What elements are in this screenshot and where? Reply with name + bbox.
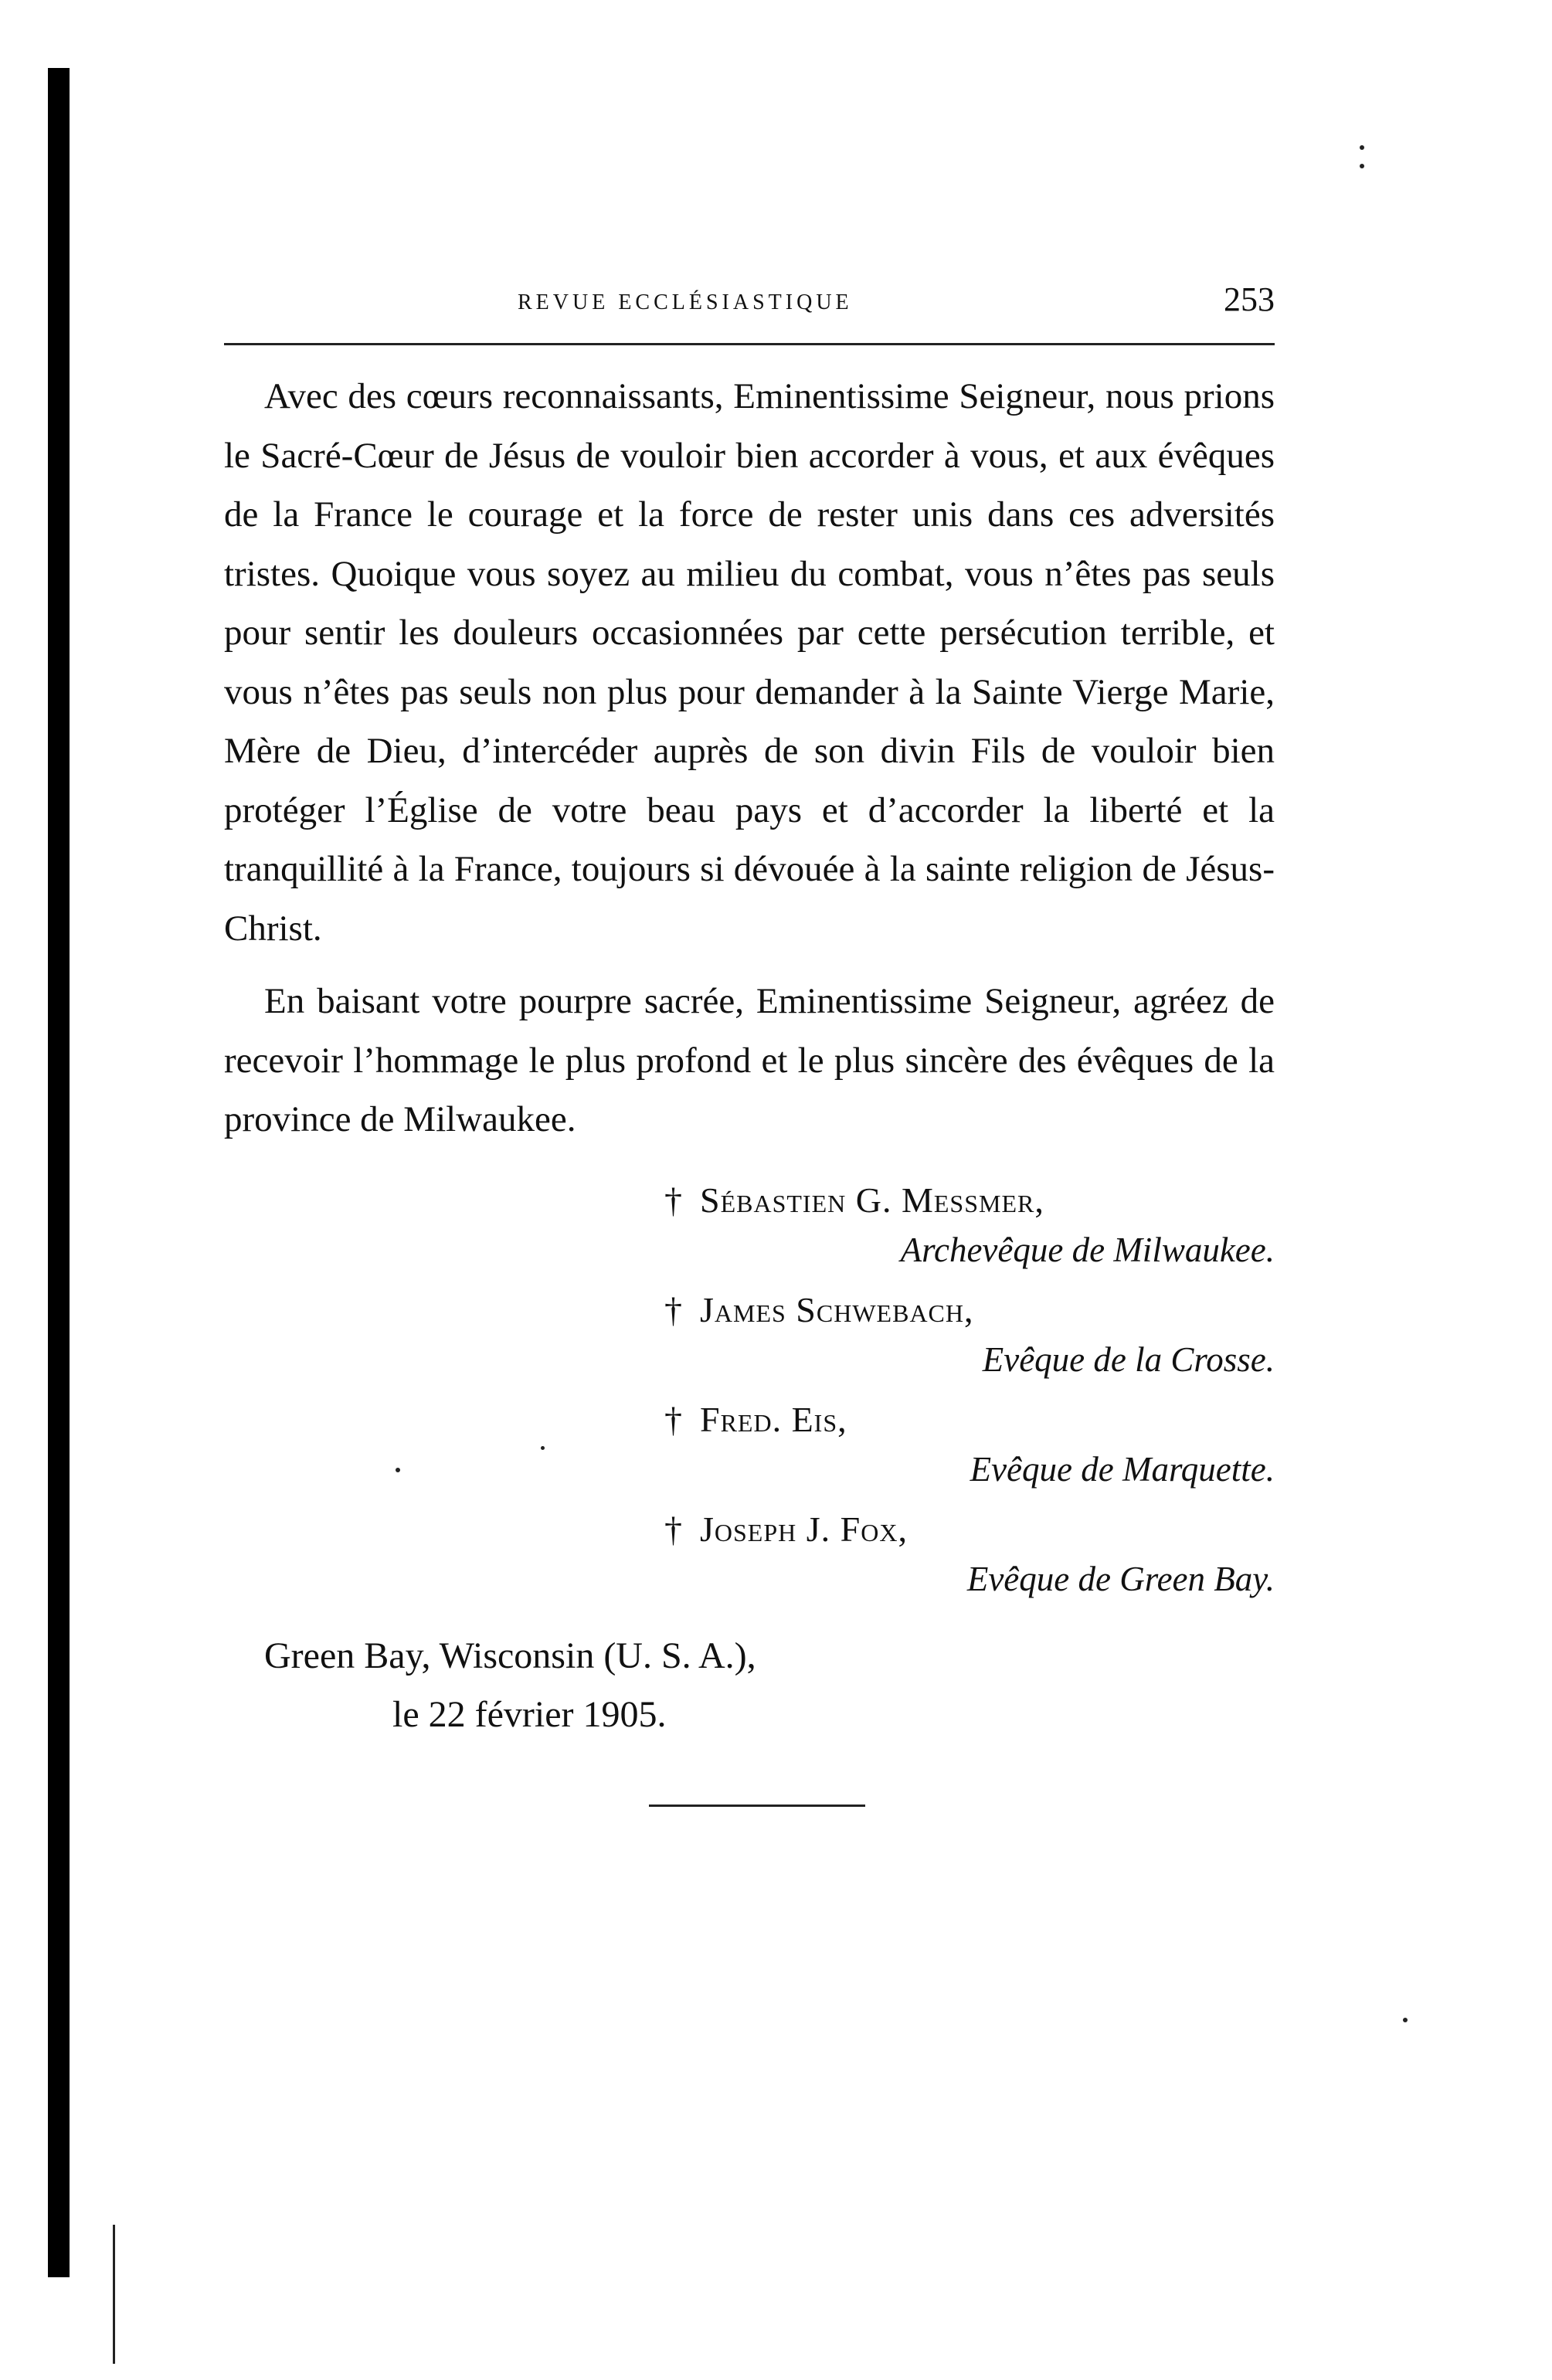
- body-paragraph: Avec des cœurs reconnaissants, Eminentissime Seigneur, nous prions le Sacré-Cœur de Jésus de vouloir bien accorder à vous, et aux évêques de la France le courage et la force de rester unis dans ces adversités tristes. Quoique vous soyez au milieu du combat, vous n’êtes pas seuls pour sentir les douleurs occasionnées par cette persécution terrible, et vous n’êtes pas seuls non plus pour demander à la Sainte Vierge Marie, Mère de Dieu, d’intercéder auprès de son divin Fils de vouloir bien protéger l’Église de votre beau pays et d’accorder la liberté et la tranquillité à la France, toujours si dévouée à la sainte religion de Jésus-Christ.: [224, 376, 1275, 949]
- scan-speck: [1360, 164, 1364, 168]
- binding-edge: [48, 68, 70, 2277]
- running-title: REVUE ECCLÉSIASTIQUE: [518, 290, 853, 314]
- signatory-name-line: [224, 1285, 1275, 1335]
- end-rule: [649, 1805, 865, 1807]
- signatory: [224, 1176, 1275, 1275]
- scan-speck: [1360, 145, 1364, 150]
- signatory-title: Evêque de Marquette.: [970, 1449, 1275, 1489]
- signatory-name: James Schwebach,: [700, 1289, 974, 1329]
- cross-icon: †: [664, 1180, 683, 1220]
- binding-line: [113, 2225, 115, 2364]
- signatory-name-line: [224, 1395, 1275, 1445]
- signatory-name-line: [224, 1176, 1275, 1225]
- signatory: [224, 1285, 1275, 1384]
- running-header: [224, 278, 1275, 332]
- closing-place: Green Bay, Wisconsin (U. S. A.),: [264, 1635, 756, 1676]
- signatory-title: Evêque de Green Bay.: [966, 1559, 1275, 1598]
- cross-icon: †: [664, 1509, 683, 1549]
- cross-icon: †: [664, 1289, 683, 1329]
- signatory-title: Evêque de la Crosse.: [982, 1339, 1275, 1379]
- signatory-name: Fred. Eis,: [700, 1399, 847, 1439]
- signatory: [224, 1505, 1275, 1604]
- signatory-title: Archevêque de Milwaukee.: [900, 1230, 1275, 1269]
- scan-speck: [1403, 2018, 1408, 2022]
- document-page: [224, 278, 1275, 1807]
- signatory-name-line: [224, 1505, 1275, 1554]
- cross-icon: †: [664, 1399, 683, 1439]
- signatory-name: Joseph J. Fox,: [700, 1509, 908, 1549]
- body-paragraph: En baisant votre pourpre sacrée, Eminentissime Seigneur, agréez de recevoir l’hommage le plus profond et le plus sincère des évêques de la province de Milwaukee.: [224, 981, 1275, 1139]
- signatory-name: Sébastien G. Messmer,: [700, 1180, 1044, 1220]
- signature-block: [224, 1176, 1275, 1604]
- page-number: 253: [1224, 280, 1275, 318]
- signatory: [224, 1395, 1275, 1494]
- closing-date: le 22 février 1905.: [392, 1693, 667, 1735]
- header-rule: [224, 343, 1275, 345]
